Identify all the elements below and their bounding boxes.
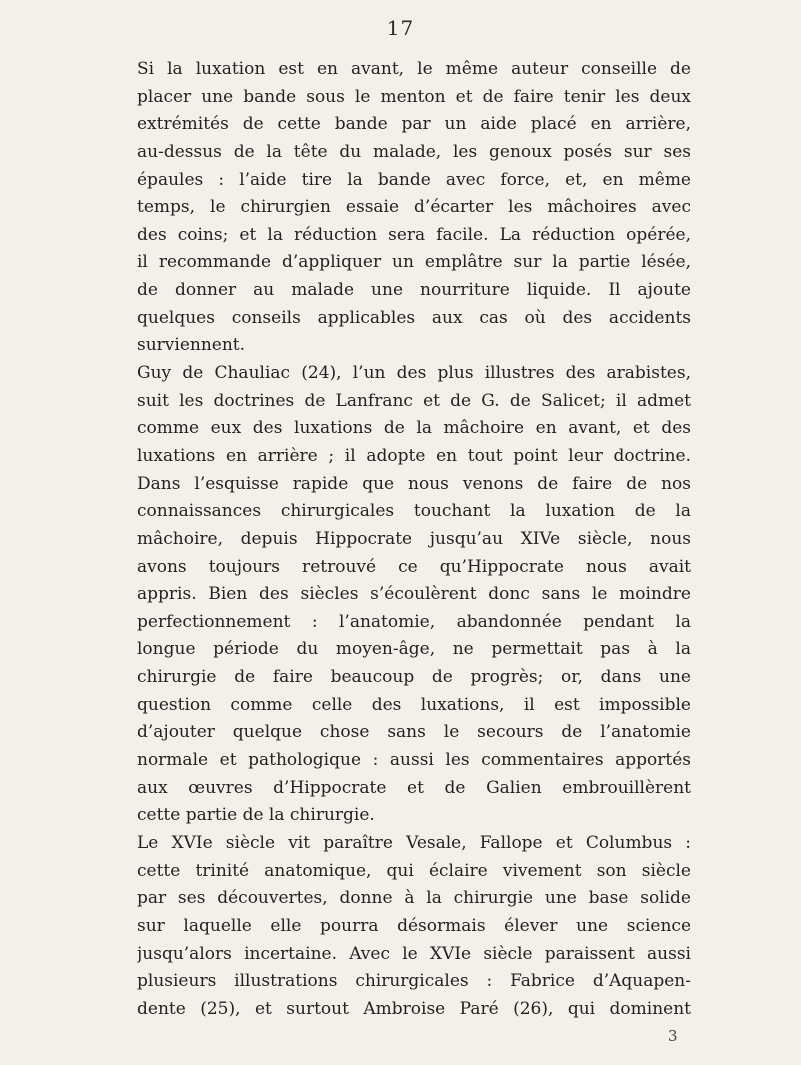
text-line: appris. Bien des siècles s’écoulèrent donc sans le moindre (137, 584, 691, 605)
text-line: Le XVIe siècle vit paraître Vesale, Fallope et Columbus : (137, 832, 691, 853)
text-line: par ses découvertes, donne à la chirurgie une base solide (137, 888, 691, 909)
text-line: plusieurs illustrations chirurgicales : Fabrice d’Aquapen- (137, 971, 691, 992)
text-line: épaules : l’aide tire la bande avec force, et, en même (137, 169, 691, 190)
text-line: longue période du moyen-âge, ne permettait pas à la (137, 639, 691, 660)
text-line: Si la luxation est en avant, le même auteur conseille de (137, 59, 691, 79)
text-line: jusqu’alors incertaine. Avec le XVIe siècle paraissent aussi (137, 943, 691, 964)
text-line: connaissances chirurgicales touchant la luxation de la (137, 501, 691, 522)
text-line: des coins; et la réduction sera facile. La réduction opérée, (137, 224, 691, 245)
text-line: luxations en arrière ; il adopte en tout point leur doctrine. (137, 445, 691, 466)
text-line: dente (25), et surtout Ambroise Paré (26), qui dominent (137, 998, 691, 1019)
text-line: cette trinité anatomique, qui éclaire vivement son siècle (137, 860, 691, 881)
text-line: au-dessus de la tête du malade, les genoux posés sur ses (137, 141, 691, 162)
paragraph-end-line: cette partie de la chirurgie. (137, 805, 375, 826)
text-line: chirurgie de faire beaucoup de progrès; or, dans une (137, 667, 691, 688)
text-line: comme eux des luxations de la mâchoire en avant, et des (137, 418, 691, 439)
text-line: question comme celle des luxations, il est impossible (137, 694, 691, 715)
text-line: Dans l’esquisse rapide que nous venons de faire de nos (137, 473, 691, 494)
text-line: sur laquelle elle pourra désormais élever une science (137, 915, 691, 936)
signature-mark: 3 (668, 1027, 678, 1045)
text-line: suit les doctrines de Lanfranc et de G. de Salicet; il admet (137, 390, 691, 411)
text-line: perfectionnement : l’anatomie, abandonnée pendant la (137, 611, 691, 632)
text-line: temps, le chirurgien essaie d’écarter les mâchoires avec (137, 197, 691, 218)
text-line: Guy de Chauliac (24), l’un des plus illustres des arabistes, (137, 363, 691, 384)
text-line: d’ajouter quelque chose sans le secours de l’anatomie (137, 722, 691, 743)
text-line: extrémités de cette bande par un aide placé en arrière, (137, 114, 691, 135)
text-line: quelques conseils applicables aux cas où des accidents (137, 307, 691, 328)
page-number: 17 (386, 16, 415, 40)
text-line: avons toujours retrouvé ce qu’Hippocrate nous avait (137, 556, 691, 577)
text-line: de donner au malade une nourriture liquide. Il ajoute (137, 280, 691, 301)
body-text (137, 56, 691, 1023)
text-line: normale et pathologique : aussi les commentaires apportés (137, 750, 691, 771)
text-line: placer une bande sous le menton et de faire tenir les deux (137, 86, 691, 107)
text-line: il recommande d’appliquer un emplâtre sur la partie lésée, (137, 252, 691, 273)
paragraph-end-line: surviennent. (137, 335, 246, 356)
text-line: mâchoire, depuis Hippocrate jusqu’au XIVe siècle, nous (137, 528, 691, 549)
text-line: aux œuvres d’Hippocrate et de Galien embrouillèrent (137, 777, 691, 798)
